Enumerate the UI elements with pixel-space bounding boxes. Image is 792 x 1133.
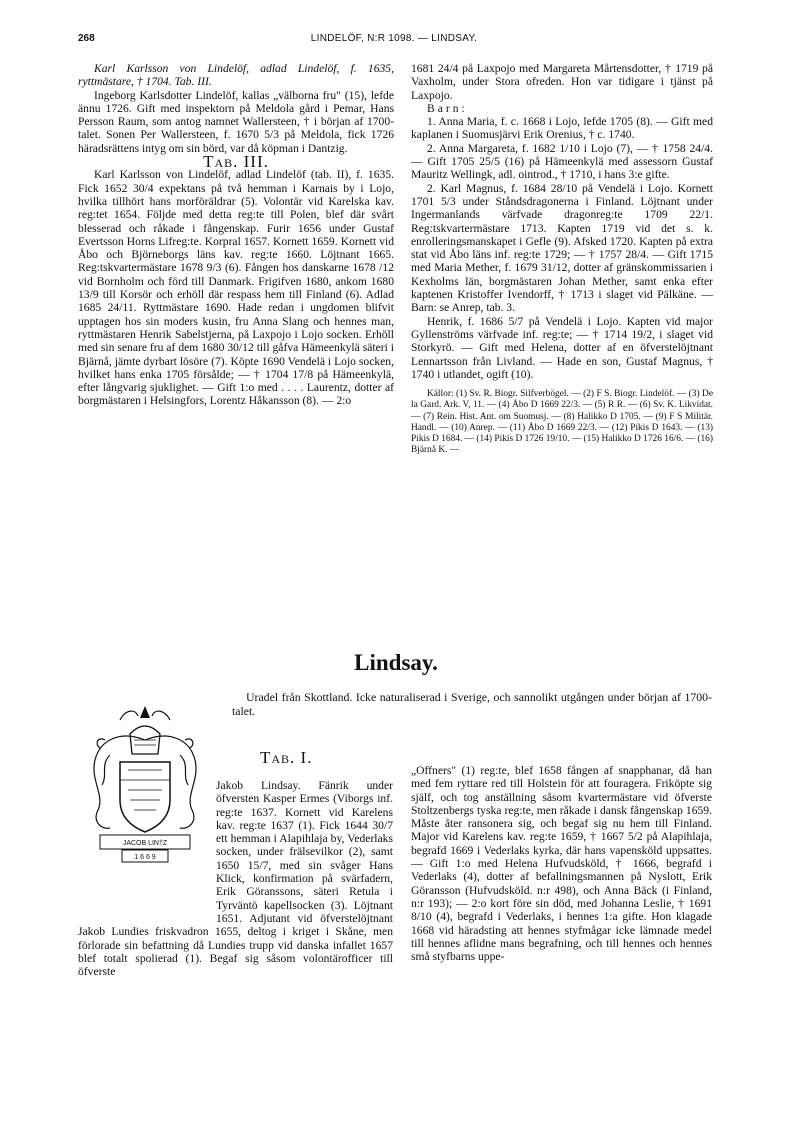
page-number: 268 <box>78 33 95 44</box>
child-entry-1: 1. Anna Maria, f. c. 1668 i Lojo, lefde 1705 (8). — Gift med kaplanen i Suomusjärvi Erik Orenius, † c. 1740. <box>411 115 713 142</box>
lindsay-right-column <box>411 764 712 963</box>
child-entry-4: Henrik, f. 1686 5/7 på Vendelä i Lojo. Kapten vid major Gyllenströms värfvade inf. reg:te; — † 1714 19/2, i slaget vid Storkyrö. — Gift med Helena, dotter af en öfverstelöjtnant Lennartsson från Livland. — Hade en son, Gustaf Magnus, † 1740 i utlandet, ogift (10). <box>411 314 713 381</box>
section-heading-tab-3: Tab. III. <box>203 152 269 172</box>
paragraph-ingeborg: Ingeborg Karlsdotter Lindelöf, kallas „välborna fru" (15), lefde ännu 1726. Gift med inspektorn på Meldola gård i Pemar, Hans Persson Raum, som antog namnet Wallersteen, † i början af 1700-talet. Sonen Per Wallersteen, f. 1670 5/3 på Meldola, fick 1726 häradsrättens intyg om sin börd, var då köpman i Dantzig. <box>78 88 394 155</box>
family-title: Lindsay. <box>354 650 438 675</box>
paragraph-karl-summary: Karl Karlsson von Lindelöf, adlad Lindelöf, f. 1635, ryttmästare, † 1704. Tab. III. <box>78 62 394 89</box>
child-entry-2: 2. Anna Margareta, f. 1682 1/10 i Lojo (7), — † 1758 24/4. — Gift 1705 25/5 (16) på Hämeenkylä med assessorn Gustaf Mauritz Wellingk, adl. ointrod., † 1710, i hans 3:e gifte. <box>411 141 713 182</box>
paragraph-continuation: 1681 24/4 på Laxpojo med Margareta Mårtensdotter, † 1719 på Vaxholm, under Stora ofreden. Hon var tidigare i tjänst på Laxpojo. <box>411 62 713 102</box>
running-head-title: LINDELÖF, N:R 1098. — LINDSAY. <box>310 33 478 44</box>
paragraph-karl-biography: Karl Karlsson von Lindelöf, adlad Lindelöf (tab. II), f. 1635. Fick 1652 30/4 expektans på två hemman i Karnais by i Lojo, hvilka tillhört hans morföräldrar (5). Volontär vid Karelska kav. reg:tet 1654. Följde med detta reg:te till Polen, blef där svårt blesserad och råkade i fångenskap. Furir 1656 under Gustaf Evertsson Horns Lifreg:te. Korpral 1657. Kornett 1659. Kornett vid Åbo och Björneborgs läns kav. reg:te 1660. Löjtnant 1665. Reg:tskvartermästare 1678 9/3 (6). Fången hos danskarne 1678 /12 vid Bornholm och förd till Danmark. Frigifven 1680, ankom 1680 13/9 till Korsör och erhöll där respass hem till Finland (6). Adlad 1685 24/11. Ryttmästare 1690. Hade redan i ungdomen blifvit upptagen hos sin moders kusin, fru Anna Slang och hennes man, ryttmästaren Henrik Sabelstjerna, på Laxpojo i Lojo socken. Erhöll med sin senare fru af dem 1680 30/12 till gåfva Hämeenkylä säteri i Bjärnå, jämte dyrbart lösöre (7). Köpte 1690 Vendelä i Lojo socken, hvilket hans enka 1705 försålde; — † 1704 17/8 på Hämeenkylä, efter långvarig sjuklighet. — Gift 1:o med . . . . Laurentz, dotter af borgmästaren i Helsingfors, Lorentz Håkansson (8). — 2:o <box>78 168 394 408</box>
sources-footnote: Källor: (1) Sv. R. Biogr. Silfverbögel. — (2) F S. Biogr. Lindelöf. — (3) De la Gard. Ark. V, 11. — (4) Åbo D 1669 22/3. — (5) R R. — (6) Sv. K. Likvidat. — (7) Rein. Hist. Ant. om Suomusj. — (8) Halikko D 1705. — (9) F S Militär. Handl. — (10) Anrep. — (11) Åbo D 1669 22/3. — (12) Pikis D 1643. — (13) Pikis D 1684. — (14) Pikis D 1726 19/10. — (15) Halikko D 1726 16/6. — (16) Bjärnå K. — <box>411 389 713 456</box>
crest-inscription-name: JACOB LIN†Z <box>122 840 168 847</box>
left-column <box>78 62 394 408</box>
right-column <box>411 62 713 456</box>
crest-inscription-year: 1 6 6 9 <box>134 854 156 861</box>
section-heading-lindsay-tab-1: Tab. I. <box>260 748 313 767</box>
running-header <box>78 33 710 47</box>
family-intro: Uradel från Skottland. Icke naturaliserad i Sverige, och sannolikt utgången under början af 1700-talet. <box>232 690 712 718</box>
paragraph-jakob-lindsay: Jakob Lindsay. Fänrik under öfversten Kasper Ermes (Viborgs inf. reg:te 1637. Kornett vid Karelens kav. reg:te 1637 (1). Fick 1644 30/7 ett hemman i Alapihlaja by, Vederlaks socken, under frälsevilkor (2), samt 1650 15/7, med sin svåger Hans Klick, konfirmation på svärfadern, Erik Göranssons, säteri Retula i Tyrväntö kapellsocken (3). Löjtnant 1651. Adjutant vid öfverstelöjtnant Jakob Lundies friskvadron 1655, deltog i kriget i Skåne, men förlorade sin befattning då Lundies trupp vid danska infallet 1657 blef totalt spolierad (1). Begaf sig såsom volontärofficer till öfverste <box>78 779 393 979</box>
children-heading: Barn: <box>427 101 468 115</box>
child-entry-3: 2. Karl Magnus, f. 1684 28/10 på Vendelä i Lojo. Kornett 1701 5/3 under Ståndsdragonerna i Finland. Löjtnant under Ingermanlands värfvade dragonreg:te 1709 22/1. Reg:tskvartermästare 1713. Kapten 1719 vid det s. k. enrolleringsmanskapet i Gefle (9). Afsked 1720. Kapten på extra stat vid Åbo läns inf. reg:te 1729; — † 1757 28/4. — Gift 1715 med Maria Mether, f. 1679 31/12, dotter af gränskommissarien i Kexholms län, borgmästaren Johan Mether, samt enka efter kaptenen Kristoffer Ivendorff, † 1713 i slaget vid Pälkäne. — Barn: se Anrep, tab. 3. <box>411 181 713 315</box>
lindsay-left-column <box>78 779 393 978</box>
paragraph-jakob-continued: „Offners" (1) reg:te, blef 1658 fången af snapphanar, då han med fem ryttare red till Holstein för att fouragera. Friköpte sig själf, och tog anställning såsom kvartermästare vid öfverste Stoltzenbergs tyska reg:te, men råkade i dansk fångenskap 1659. Måste åter ransonera sig, och begaf sig nu hem till Finland. Major vid Karelens kav. reg:te 1659, † 1667 5/2 på Alapihlaja, begrafd 1669 i Vederlaks kyrka, där hans vapensköld uppsattes. — Gift 1:o med Helena Hufvudsköld, † 1666, begrafd i Vederlaks (4), dotter af befallningsmannen på Nyslott, Erik Göransson (Hufvudsköld. n:r 498), och Anna Bäck (i Finland, n:r 193); — 2:o kort före sin död, med Johanna Leslie, † 1691 8/10 (4), begrafd i Vederlaks, i hennes 1:a gifte. Hon klagade 1668 vid häradsting att hennes styfmågar icke lämnade medel till hennes aflidne mans begrafning, och till hennes och hennes små styfbarns uppe- <box>411 764 712 964</box>
